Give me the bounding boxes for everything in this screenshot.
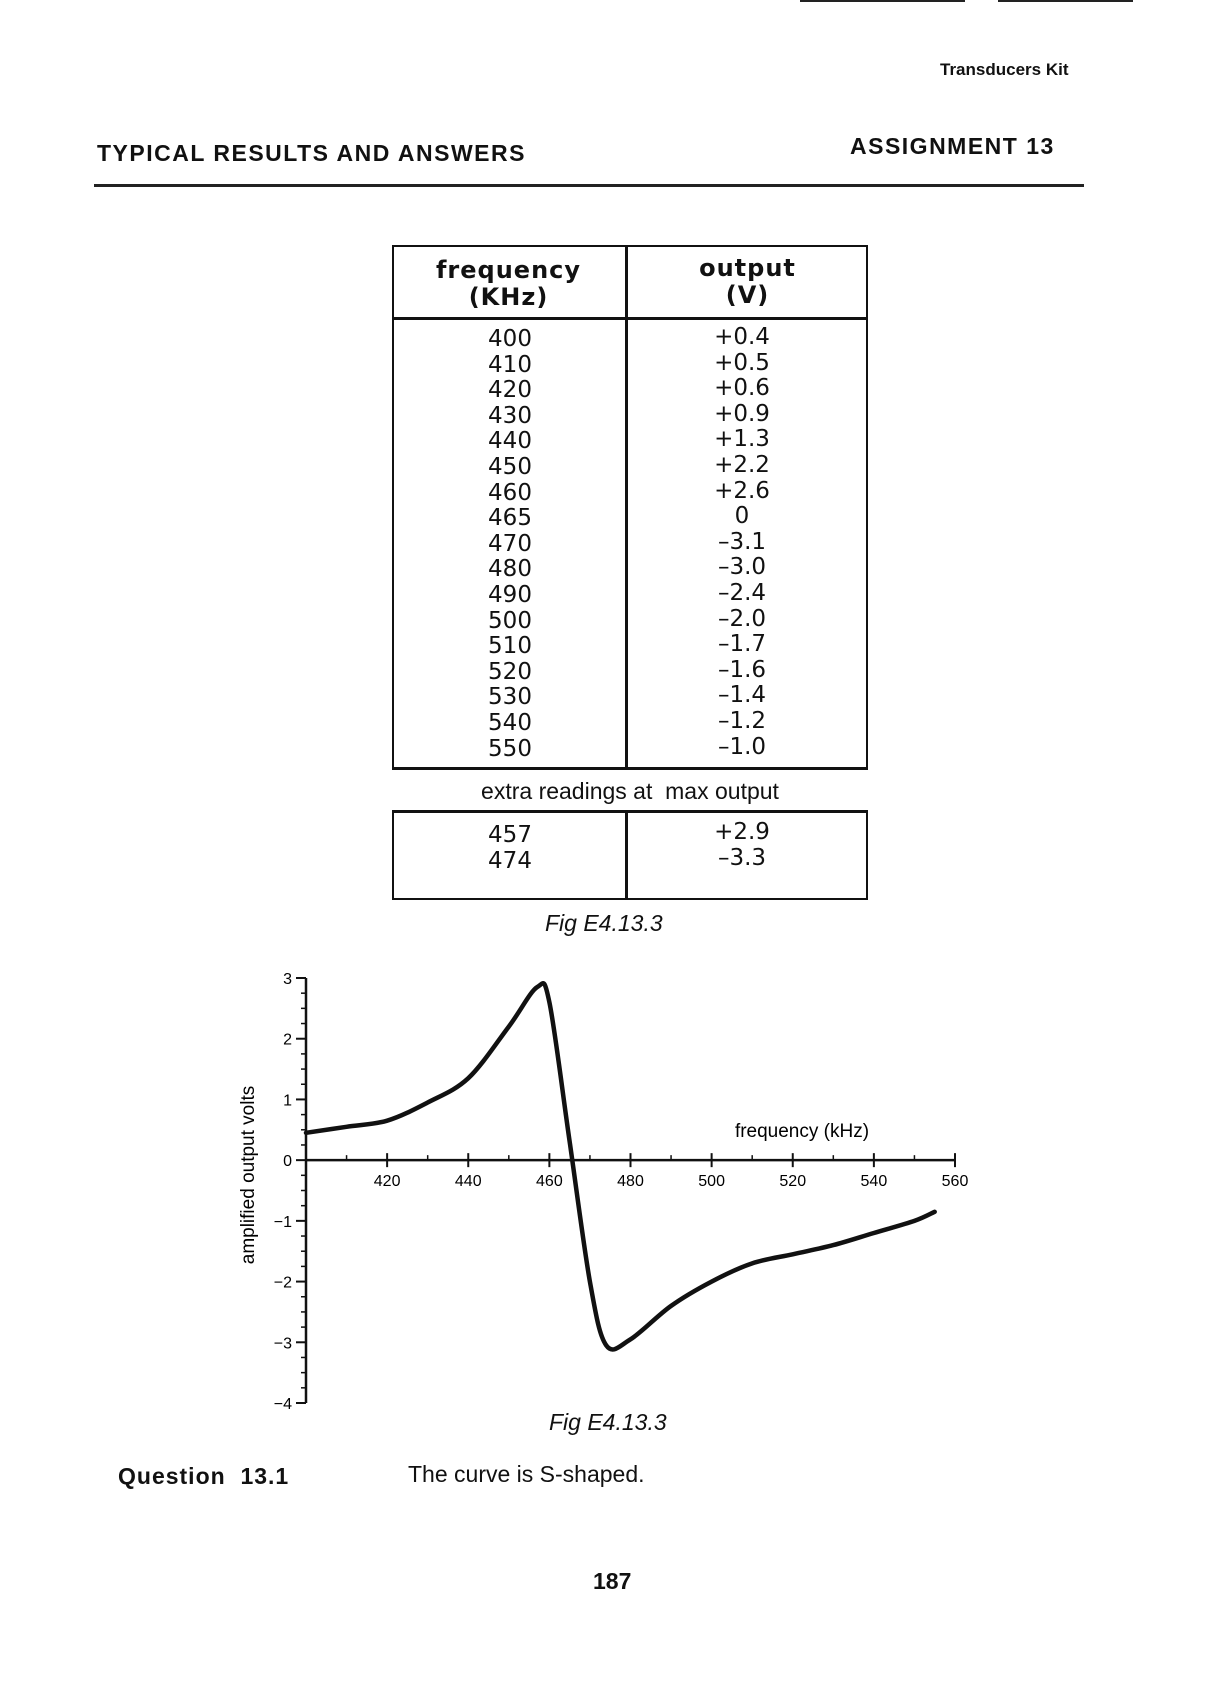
table-cell: 490 [488,581,532,608]
extra-output-column [667,820,817,871]
output-column [667,325,817,760]
table-cell: 460 [488,479,532,506]
table-cell: 510 [488,633,532,660]
x-tick-label: 480 [617,1173,644,1191]
table-cell: +2.6 [714,477,770,504]
top-rule-left [800,0,965,2]
table-cell: –1.0 [717,733,767,760]
y-tick-label: 0 [283,1153,292,1171]
extra-readings-label: extra readings at max output [481,778,779,804]
table-cell: 430 [488,402,532,429]
frequency-header-line2: (KHz) [468,283,549,311]
y-tick-label: −3 [273,1335,292,1353]
table-cell: 410 [488,351,532,378]
question-label: Question 13.1 [118,1463,290,1489]
extra-frequency-column [432,823,588,874]
output-header-line1: output [699,254,796,282]
table-cell: 550 [488,735,532,762]
table-cell: –1.2 [717,707,767,734]
kit-title: Transducers Kit [940,60,1069,79]
table-cell: –2.4 [717,579,767,606]
frequency-header-line1: frequency [435,256,582,284]
output-header-line2: (V) [725,281,770,309]
table-cell: 450 [488,453,532,480]
table-cell: –1.7 [717,631,767,658]
output-header [627,255,868,309]
table-cell: 457 [488,822,532,848]
y-tick-label: 2 [283,1031,292,1049]
y-tick-label: 1 [283,1092,292,1110]
table-cell: +2.2 [714,451,770,478]
x-tick-label: 440 [454,1173,482,1191]
y-tick-label: 3 [283,971,292,988]
top-rule-right [998,0,1133,2]
x-tick-label: 520 [779,1173,807,1191]
table-cell: –3.1 [717,528,767,555]
table-cell: 470 [488,530,532,557]
table-caption: Fig E4.13.3 [545,910,663,936]
page-number: 187 [593,1568,632,1594]
table-cell: +0.9 [714,400,770,427]
table-cell: 520 [488,658,532,685]
table-cell: –3.3 [717,844,767,871]
frequency-column [432,327,588,762]
table-cell: +1.3 [714,426,770,453]
x-tick-label: 500 [698,1173,725,1191]
series-line-output [306,983,935,1349]
table-cell: +0.4 [714,324,770,350]
table-cell: –3.0 [717,554,767,581]
x-tick-label: 420 [373,1173,401,1191]
table-cell: –1.6 [717,656,767,683]
table-cell: 500 [488,607,532,634]
table-cell: 540 [488,709,532,736]
table-cell: 440 [488,428,532,455]
table-header-rule [392,317,868,320]
y-tick-label: −2 [273,1274,292,1292]
section-title: TYPICAL RESULTS AND ANSWERS [97,140,526,166]
x-tick-label: 460 [536,1173,563,1191]
results-table [392,245,868,900]
table-cell: +0.5 [714,349,770,376]
output-chart [210,960,990,1410]
table-cell: 420 [488,377,532,404]
table-cell: –2.0 [717,605,767,632]
table-cell: –1.4 [717,682,767,709]
table-cell: 474 [488,847,532,874]
answer-text: The curve is S-shaped. [408,1461,645,1487]
table-cell: +0.6 [714,375,770,402]
x-tick-label: 560 [941,1173,969,1191]
assignment-title: ASSIGNMENT 13 [850,133,1055,159]
table-cell: 0 [734,503,750,530]
y-tick-label: −1 [273,1213,292,1231]
table-extra-rule-bottom [392,810,868,813]
table-cell: 465 [488,505,532,532]
table-cell: 530 [488,684,532,711]
table-cell: +2.9 [714,819,770,845]
frequency-header [392,257,625,311]
x-axis-label: frequency (kHz) [734,1121,870,1142]
y-axis-label: amplified output volts [238,1085,259,1265]
table-cell: 400 [488,326,532,352]
table-cell: 480 [488,556,532,583]
y-tick-label: −4 [273,1396,292,1410]
chart-caption: Fig E4.13.3 [549,1409,667,1435]
x-tick-label: 540 [860,1173,888,1191]
header-rule [94,184,1084,187]
